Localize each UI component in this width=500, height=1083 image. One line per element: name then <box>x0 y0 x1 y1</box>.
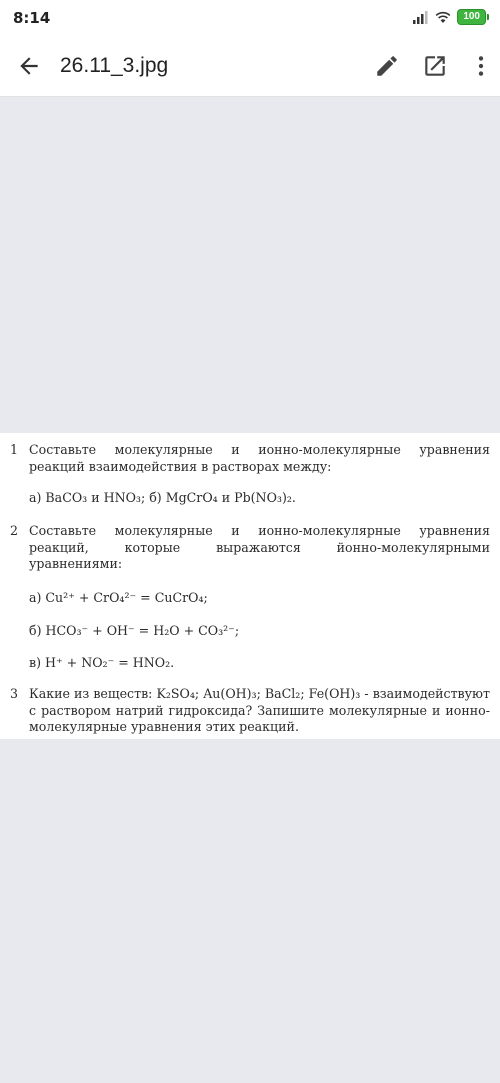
question-2 <box>10 523 490 573</box>
more-vert-icon[interactable] <box>468 53 494 79</box>
wifi-icon <box>435 10 451 24</box>
question-text: Какие из веществ: K₂SO₄; Au(OH)₃; BaCl₂; Fe(OH)₃ - взаимодействуют с раствором натрий гидроксида? Запишите молекулярные и ионно-молекулярные уравнения этих реакций. <box>29 686 490 734</box>
back-arrow-icon[interactable] <box>16 53 42 79</box>
battery-indicator: 100 <box>457 9 486 25</box>
status-icons <box>413 9 486 25</box>
open-in-new-icon[interactable] <box>422 53 448 79</box>
question-number: 3 <box>10 686 19 701</box>
question-2-option-a: а) Cu²⁺ + CrO₄²⁻ = CuCrO₄; <box>29 590 208 605</box>
question-2-option-b: б) HCO₃⁻ + OH⁻ = H₂O + CO₃²⁻; <box>29 623 240 638</box>
question-number: 2 <box>10 523 19 538</box>
status-time: 8:14 <box>13 9 51 27</box>
question-3 <box>10 686 490 736</box>
question-text: Составьте молекулярные и ионно-молекулярные уравнения реакций, которые выражаются йонно-молекулярными уравнениями: <box>29 523 490 571</box>
app-bar <box>0 34 500 97</box>
signal-icon <box>413 10 429 24</box>
question-number: 1 <box>10 442 19 457</box>
question-1 <box>10 442 490 475</box>
file-title: 26.11_3.jpg <box>60 54 169 77</box>
document-image <box>0 433 500 739</box>
status-bar <box>0 0 500 34</box>
question-text: Составьте молекулярные и ионно-молекулярные уравнения реакций взаимодействия в растворах между: <box>29 442 490 474</box>
question-1-option-a: а) BaCO₃ и HNO₃; б) MgCrO₄ и Pb(NO₃)₂. <box>29 490 296 505</box>
edit-pencil-icon[interactable] <box>374 53 400 79</box>
question-2-option-c: в) H⁺ + NO₂⁻ = HNO₂. <box>29 655 175 670</box>
